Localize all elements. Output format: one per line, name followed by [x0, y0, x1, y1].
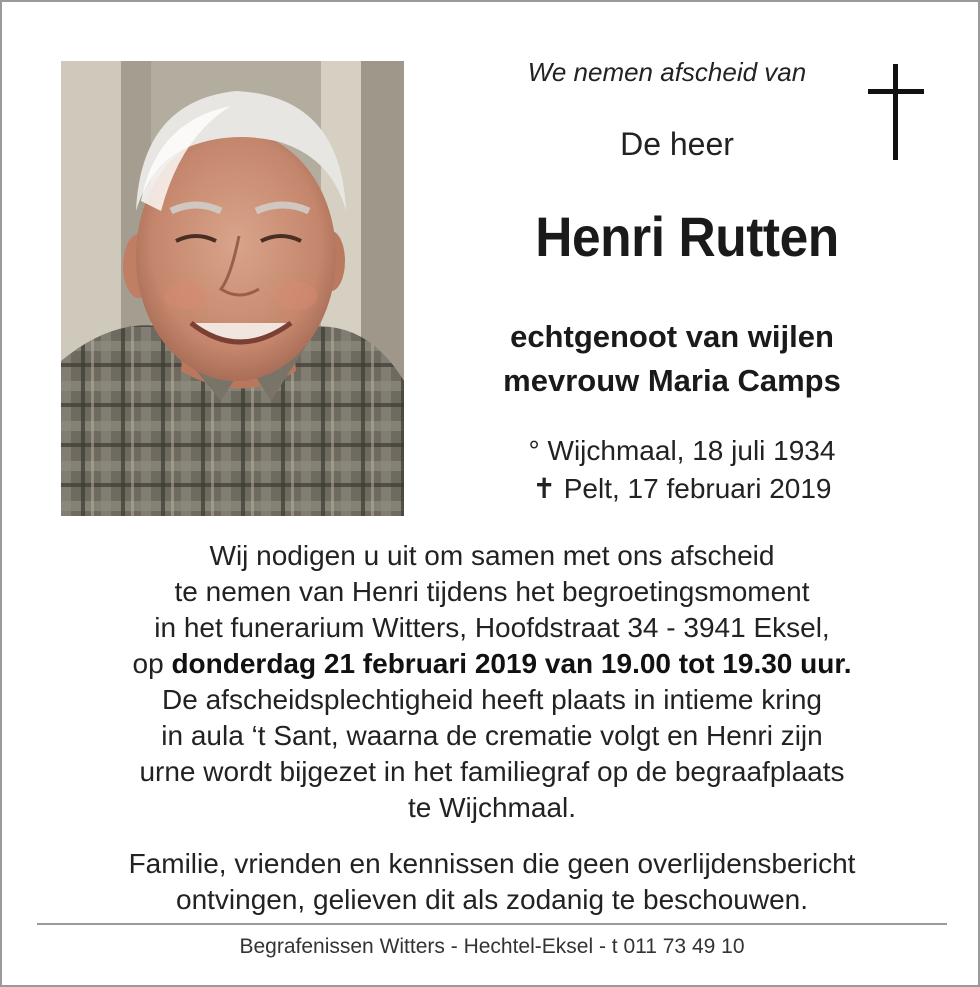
invitation-line: te nemen van Henri tijdens het begroetingsmoment — [174, 576, 810, 607]
invitation-line: Wij nodigen u uit om samen met ons afscheid — [209, 540, 775, 571]
invitation-line: De afscheidsplechtigheid heeft plaats in intieme kring — [162, 684, 822, 715]
spouse-line-1: echtgenoot van wijlen — [510, 319, 834, 354]
birth-symbol: ° — [528, 435, 540, 466]
invitation-line: te Wijchmaal. — [407, 792, 577, 823]
visitation-datetime: donderdag 21 februari 2019 van 19.00 tot 19.30 uur. — [171, 648, 852, 679]
death-line — [452, 470, 912, 508]
invitation-line: in het funerarium Witters, Hoofdstraat 34 - 3941 Eksel, — [154, 612, 830, 643]
spouse-line-2: mevrouw Maria Camps — [503, 363, 841, 398]
invitation-line — [42, 646, 942, 682]
spouse-info — [452, 315, 892, 403]
invitation-prefix: op — [132, 648, 164, 679]
portrait-illustration — [61, 61, 404, 516]
closing-line: Familie, vrienden en kennissen die geen overlijdensbericht — [128, 848, 856, 879]
intro-text: We nemen afscheid van — [527, 57, 807, 87]
invitation-line: in aula ‘t Sant, waarna de crematie volgt en Henri zijn — [161, 720, 823, 751]
closing-text — [42, 846, 942, 918]
death-symbol-icon: ✝ — [532, 473, 556, 504]
funeral-home-footer: Begrafenissen Witters - Hechtel-Eksel - t 011 73 49 10 — [239, 935, 745, 958]
invitation-text — [42, 538, 942, 826]
birth-date: Wijchmaal, 18 juli 1934 — [547, 435, 836, 466]
portrait-photo — [61, 61, 404, 516]
invitation-line: urne wordt bijgezet in het familiegraf op de begraafplaats — [139, 756, 845, 787]
closing-line: ontvingen, gelieven dit als zodanig te beschouwen. — [176, 884, 808, 915]
death-date: Pelt, 17 februari 2019 — [563, 473, 832, 504]
birth-line — [452, 432, 912, 470]
salutation: De heer — [620, 126, 734, 162]
footer-divider — [37, 923, 947, 925]
deceased-name: Henri Rutten — [535, 205, 839, 268]
life-dates — [452, 432, 912, 508]
